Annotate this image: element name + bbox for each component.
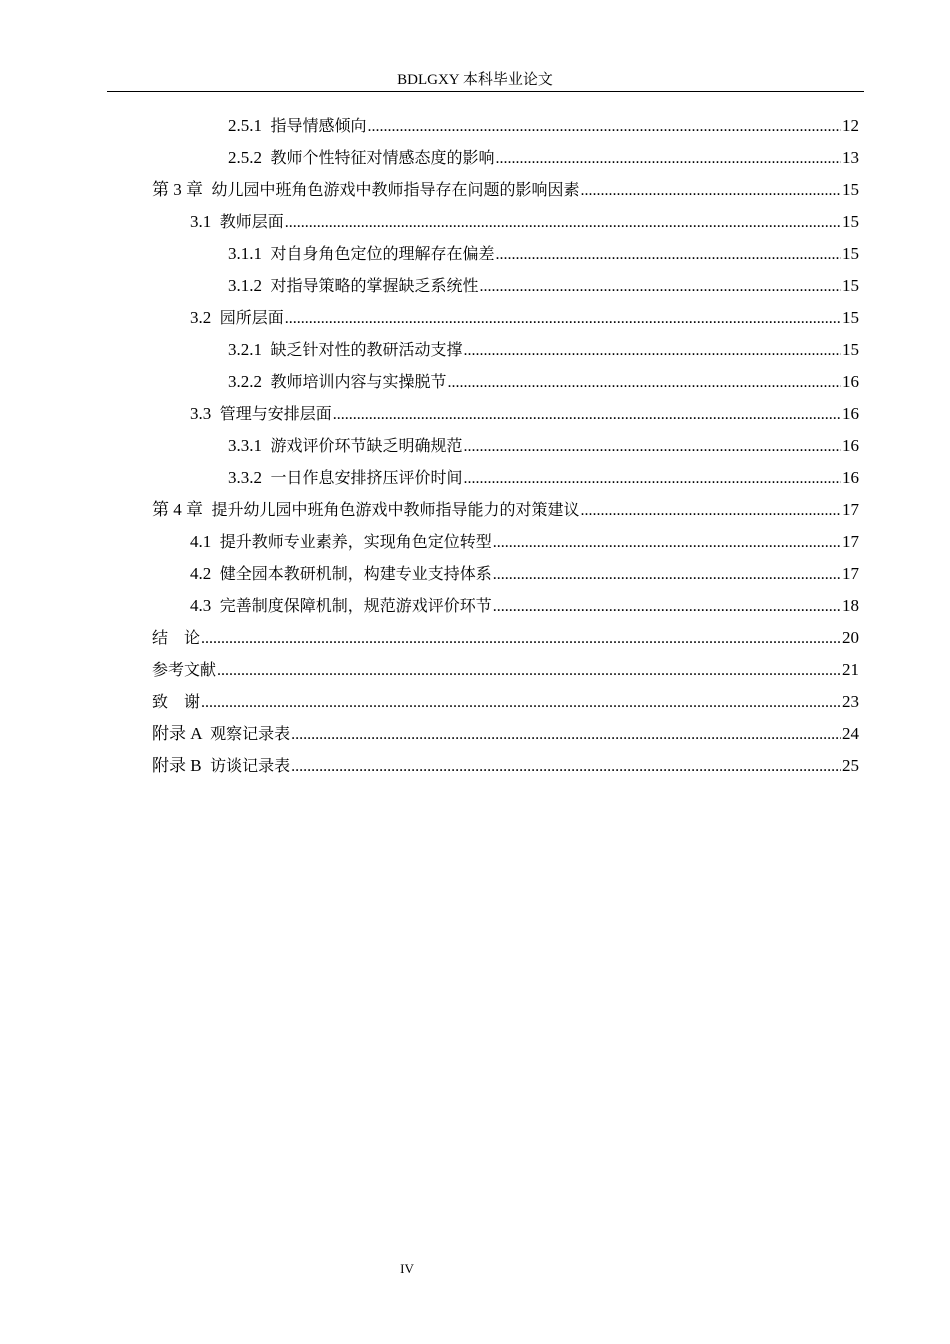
toc-entry[interactable] xyxy=(228,114,859,138)
toc-entry-title: 完善制度保障机制，规范游戏评价环节 xyxy=(219,596,492,615)
toc-dot-leader xyxy=(448,371,841,395)
toc-entry-number: 4.2 xyxy=(190,564,220,583)
toc-dot-leader xyxy=(480,275,841,299)
toc-entry-page: 12 xyxy=(842,116,859,135)
toc-dot-leader xyxy=(201,627,841,651)
toc-entry-page: 16 xyxy=(842,436,859,455)
toc-entry-page: 20 xyxy=(842,628,859,647)
toc-entry[interactable] xyxy=(228,338,859,362)
toc-entry-title: 提升教师专业素养，实现角色定位转型 xyxy=(219,532,492,551)
toc-entry-number: 3.2.2 xyxy=(228,372,271,391)
toc-dot-leader xyxy=(217,659,841,683)
toc-entry-title: 致 谢 xyxy=(152,692,201,711)
toc-entry-title: 访谈记录表 xyxy=(210,756,291,775)
toc-entry-page: 17 xyxy=(842,532,859,551)
toc-entry[interactable] xyxy=(152,626,859,650)
toc-entry-title: 参考文献 xyxy=(152,660,217,679)
toc-entry-number: 第 3 章 xyxy=(152,180,212,199)
toc-entry-title: 一日作息安排挤压评价时间 xyxy=(270,468,463,487)
toc-entry[interactable] xyxy=(228,434,859,458)
toc-entry[interactable] xyxy=(190,402,859,426)
toc-entry-page: 24 xyxy=(842,724,859,743)
toc-entry-page: 15 xyxy=(842,276,859,295)
toc-entry-title: 缺乏针对性的教研活动支撑 xyxy=(270,340,463,359)
toc-dot-leader xyxy=(464,339,841,363)
toc-entry[interactable] xyxy=(190,530,859,554)
toc-entry-title: 对指导策略的掌握缺乏系统性 xyxy=(270,276,479,295)
toc-entry-page: 13 xyxy=(842,148,859,167)
running-header: BDLGXY 本科毕业论文 xyxy=(397,72,553,88)
toc-entry-page: 25 xyxy=(842,756,859,775)
toc-entry-number: 3.1.2 xyxy=(228,276,271,295)
toc-entry-number: 4.3 xyxy=(190,596,220,615)
toc-entry-page: 15 xyxy=(842,180,859,199)
toc-entry-page: 15 xyxy=(842,340,859,359)
toc-entry-title: 教师层面 xyxy=(219,212,284,231)
toc-entry-title: 管理与安排层面 xyxy=(219,404,332,423)
toc-entry[interactable] xyxy=(190,594,859,618)
toc-entry-number: 3.1.1 xyxy=(228,244,271,263)
toc-entry-title: 提升幼儿园中班角色游戏中教师指导能力的对策建议 xyxy=(211,500,580,519)
toc-entry-title: 游戏评价环节缺乏明确规范 xyxy=(270,436,463,455)
toc-entry-page: 15 xyxy=(842,308,859,327)
toc-entry-number: 附录 B xyxy=(152,756,211,775)
toc-entry-number: 附录 A xyxy=(152,724,211,743)
toc-entry[interactable] xyxy=(228,466,859,490)
toc-dot-leader xyxy=(496,243,841,267)
toc-entry[interactable] xyxy=(152,690,859,714)
toc-dot-leader xyxy=(464,435,841,459)
toc-entry[interactable] xyxy=(152,754,859,778)
toc-entry-number: 3.2.1 xyxy=(228,340,271,359)
toc-entry-page: 16 xyxy=(842,468,859,487)
toc-entry-page: 15 xyxy=(842,244,859,263)
toc-dot-leader xyxy=(333,403,841,427)
toc-entry-title: 健全园本教研机制，构建专业支持体系 xyxy=(219,564,492,583)
toc-entry[interactable] xyxy=(228,146,859,170)
toc-entry-title: 结 论 xyxy=(152,628,201,647)
toc-entry-page: 18 xyxy=(842,596,859,615)
toc-dot-leader xyxy=(581,499,841,523)
toc-entry-page: 16 xyxy=(842,372,859,391)
toc-entry-number: 2.5.1 xyxy=(228,116,271,135)
toc-entry-page: 23 xyxy=(842,692,859,711)
toc-entry[interactable] xyxy=(228,370,859,394)
toc-entry-number: 3.1 xyxy=(190,212,220,231)
toc-entry-title: 对自身角色定位的理解存在偏差 xyxy=(270,244,495,263)
toc-dot-leader xyxy=(291,755,841,779)
toc-entry-page: 16 xyxy=(842,404,859,423)
toc-dot-leader xyxy=(368,115,841,139)
toc-entry-title: 观察记录表 xyxy=(210,724,291,743)
toc-dot-leader xyxy=(285,307,841,331)
toc-entry-title: 教师培训内容与实操脱节 xyxy=(270,372,447,391)
toc-entry-page: 17 xyxy=(842,500,859,519)
toc-entry[interactable] xyxy=(152,658,859,682)
toc-entry-page: 15 xyxy=(842,212,859,231)
toc-entry-number: 第 4 章 xyxy=(152,500,212,519)
toc-entry-number: 3.3 xyxy=(190,404,220,423)
toc-dot-leader xyxy=(493,531,841,555)
toc-entry[interactable] xyxy=(190,210,859,234)
toc-entry[interactable] xyxy=(152,722,859,746)
toc-entry-title: 指导情感倾向 xyxy=(270,116,367,135)
toc-dot-leader xyxy=(464,467,841,491)
toc-entry-title: 幼儿园中班角色游戏中教师指导存在问题的影响因素 xyxy=(211,180,580,199)
toc-entry[interactable] xyxy=(152,498,859,522)
toc-dot-leader xyxy=(493,563,841,587)
header-rule xyxy=(107,91,864,92)
toc-entry-number: 2.5.2 xyxy=(228,148,271,167)
toc-dot-leader xyxy=(496,147,841,171)
toc-entry-title: 园所层面 xyxy=(219,308,284,327)
toc-entry[interactable] xyxy=(190,562,859,586)
toc-dot-leader xyxy=(285,211,841,235)
toc-entry-number: 4.1 xyxy=(190,532,220,551)
toc-entry-page: 21 xyxy=(842,660,859,679)
page-number: IV xyxy=(400,1261,414,1276)
toc-entry-number: 3.3.1 xyxy=(228,436,271,455)
toc-entry-title: 教师个性特征对情感态度的影响 xyxy=(270,148,495,167)
toc-entry[interactable] xyxy=(190,306,859,330)
toc-entry-number: 3.3.2 xyxy=(228,468,271,487)
toc-entry-number: 3.2 xyxy=(190,308,220,327)
toc-entry[interactable] xyxy=(228,274,859,298)
toc-entry-page: 17 xyxy=(842,564,859,583)
toc-dot-leader xyxy=(201,691,841,715)
toc-entry[interactable] xyxy=(228,242,859,266)
toc-dot-leader xyxy=(581,179,841,203)
toc-dot-leader xyxy=(291,723,841,747)
toc-entry[interactable] xyxy=(152,178,859,202)
toc-dot-leader xyxy=(493,595,841,619)
